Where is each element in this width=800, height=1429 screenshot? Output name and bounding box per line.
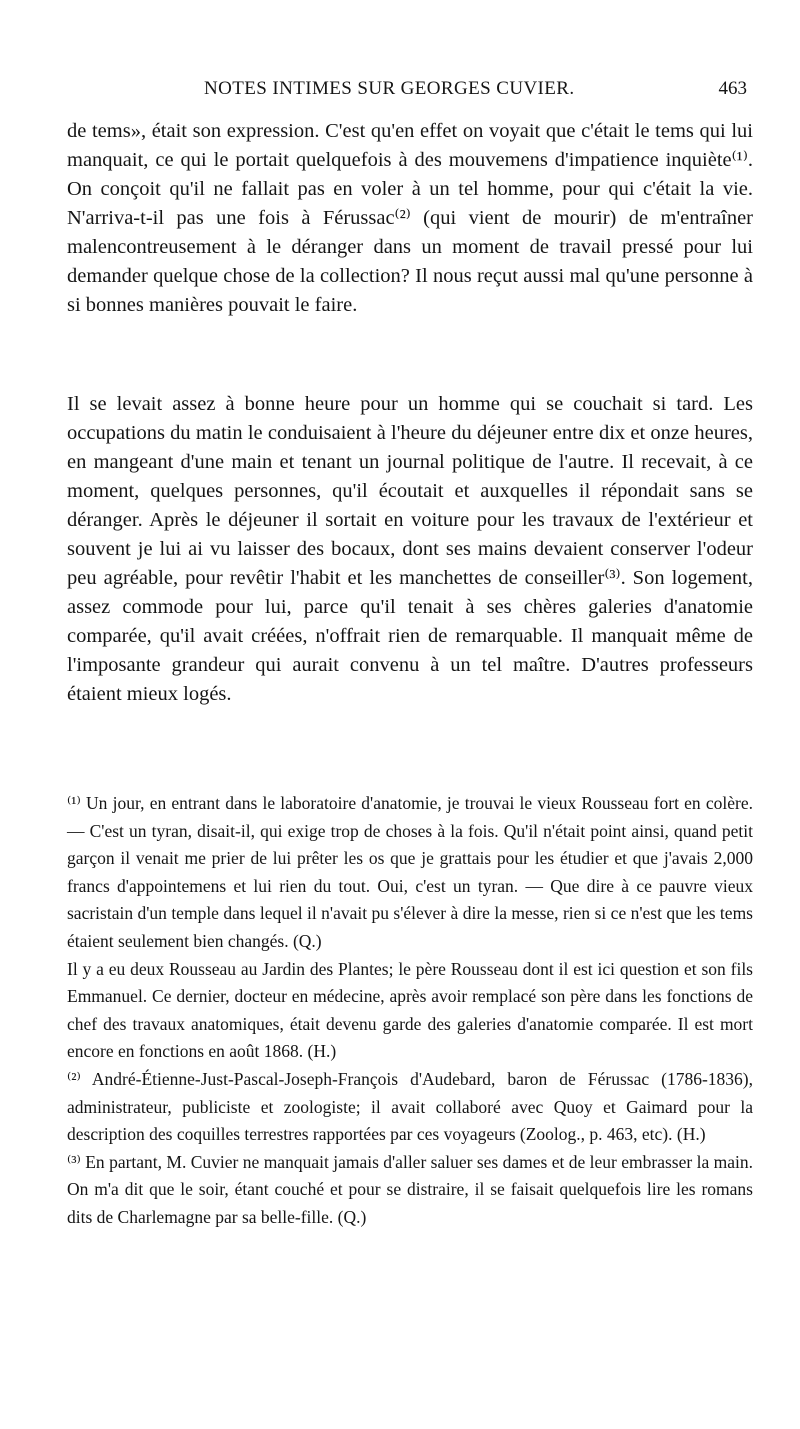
footnote-1-continuation: Il y a eu deux Rousseau au Jardin des Plantes; le père Rousseau dont il est ici question et son fils Emmanuel. Ce dernier, docteur en médecine, après avoir remplacé son père dans les fonctions de chef des travaux anatomiques, était devenu garde des galeries d'anatomie comparée. Il est mort encore en fonctions en août 1868. (H.) [67, 958, 753, 1062]
page-header [0, 78, 800, 102]
footnote-2: ⁽²⁾ André-Étienne-Just-Pascal-Joseph-François d'Audebard, baron de Férussac (1786-1836), administrateur, publiciste et zoologiste; il avait collaboré avec Quoy et Gaimard pour la description des coquilles terrestres rapportées par ces voyageurs (Zoolog., p. 463, etc). (H.) [67, 1068, 753, 1145]
paragraph-text: Il se levait assez à bonne heure pour un homme qui se couchait si tard. Les occupations du matin le conduisaient à l'heure du déjeuner entre dix et onze heures, en mangeant d'une main et tenant un journal politique de l'autre. Il recevait, à ce moment, quelques personnes, qu'il écoutait et auxquelles il répondait sans se déranger. Après le déjeuner il sortait en voiture pour les travaux de l'extérieur et souvent je lui ai vu laisser des bocaux, dont ses mains devaient conserver l'odeur peu agréable, pour revêtir l'habit et les manchettes de conseiller⁽³⁾. Son logement, assez commode pour lui, parce qu'il tenait à ses chères galeries d'anatomie comparée, qu'il avait créées, n'offrait rien de remarquable. Il manquait même de l'imposante grandeur qui aurait convenu à un tel maître. D'autres professeurs étaient mieux logés. [67, 393, 753, 705]
footnote-1: ⁽¹⁾ Un jour, en entrant dans le laboratoire d'anatomie, je trouvai le vieux Rousseau fort en colère. — C'est un tyran, disait-il, qui exige trop de choses à la fois. Qu'il n'était point ainsi, quand petit garçon il venait me prier de lui prêter les os que je grattais pour les étudier et que j'avais 2,000 francs d'appointemens et lui rien du tout. Oui, c'est un tyran. — Que dire à ce pauvre vieux sacristain d'un temple dans lequel il n'avait pu s'élever à dire la messe, rien si ce n'est que les tems étaient seulement bien changés. (Q.) [67, 793, 753, 951]
paragraph-text: de tems», était son expression. C'est qu'en effet on voyait que c'était le tems qui lui manquait, ce qui le portait quelquefois à des mouvemens d'impatience inquiète⁽¹⁾. On conçoit qu'il ne fallait pas en voler à un tel homme, pour qui c'était la vie. N'arriva-t-il pas une fois à Férussac⁽²⁾ (qui vient de mourir) de m'entraîner malencontreusement à le déranger dans un moment de travail pressé pour lui demander quelque chose de la collection? Il nous reçut aussi mal qu'une personne à si bonnes manières pouvait le faire. [67, 120, 753, 316]
running-title: NOTES INTIMES SUR GEORGES CUVIER. [204, 78, 575, 99]
body-paragraph-2 [67, 390, 753, 709]
page-number: 463 [718, 78, 747, 99]
footnote-3: ⁽³⁾ En partant, M. Cuvier ne manquait jamais d'aller saluer ses dames et de leur embrasser la main. On m'a dit que le soir, étant couché et pour se distraire, il se faisait quelquefois lire les romans dits de Charlemagne par sa belle-fille. (Q.) [67, 1151, 753, 1227]
footnotes [67, 790, 753, 1232]
body-paragraph-1 [67, 117, 753, 320]
